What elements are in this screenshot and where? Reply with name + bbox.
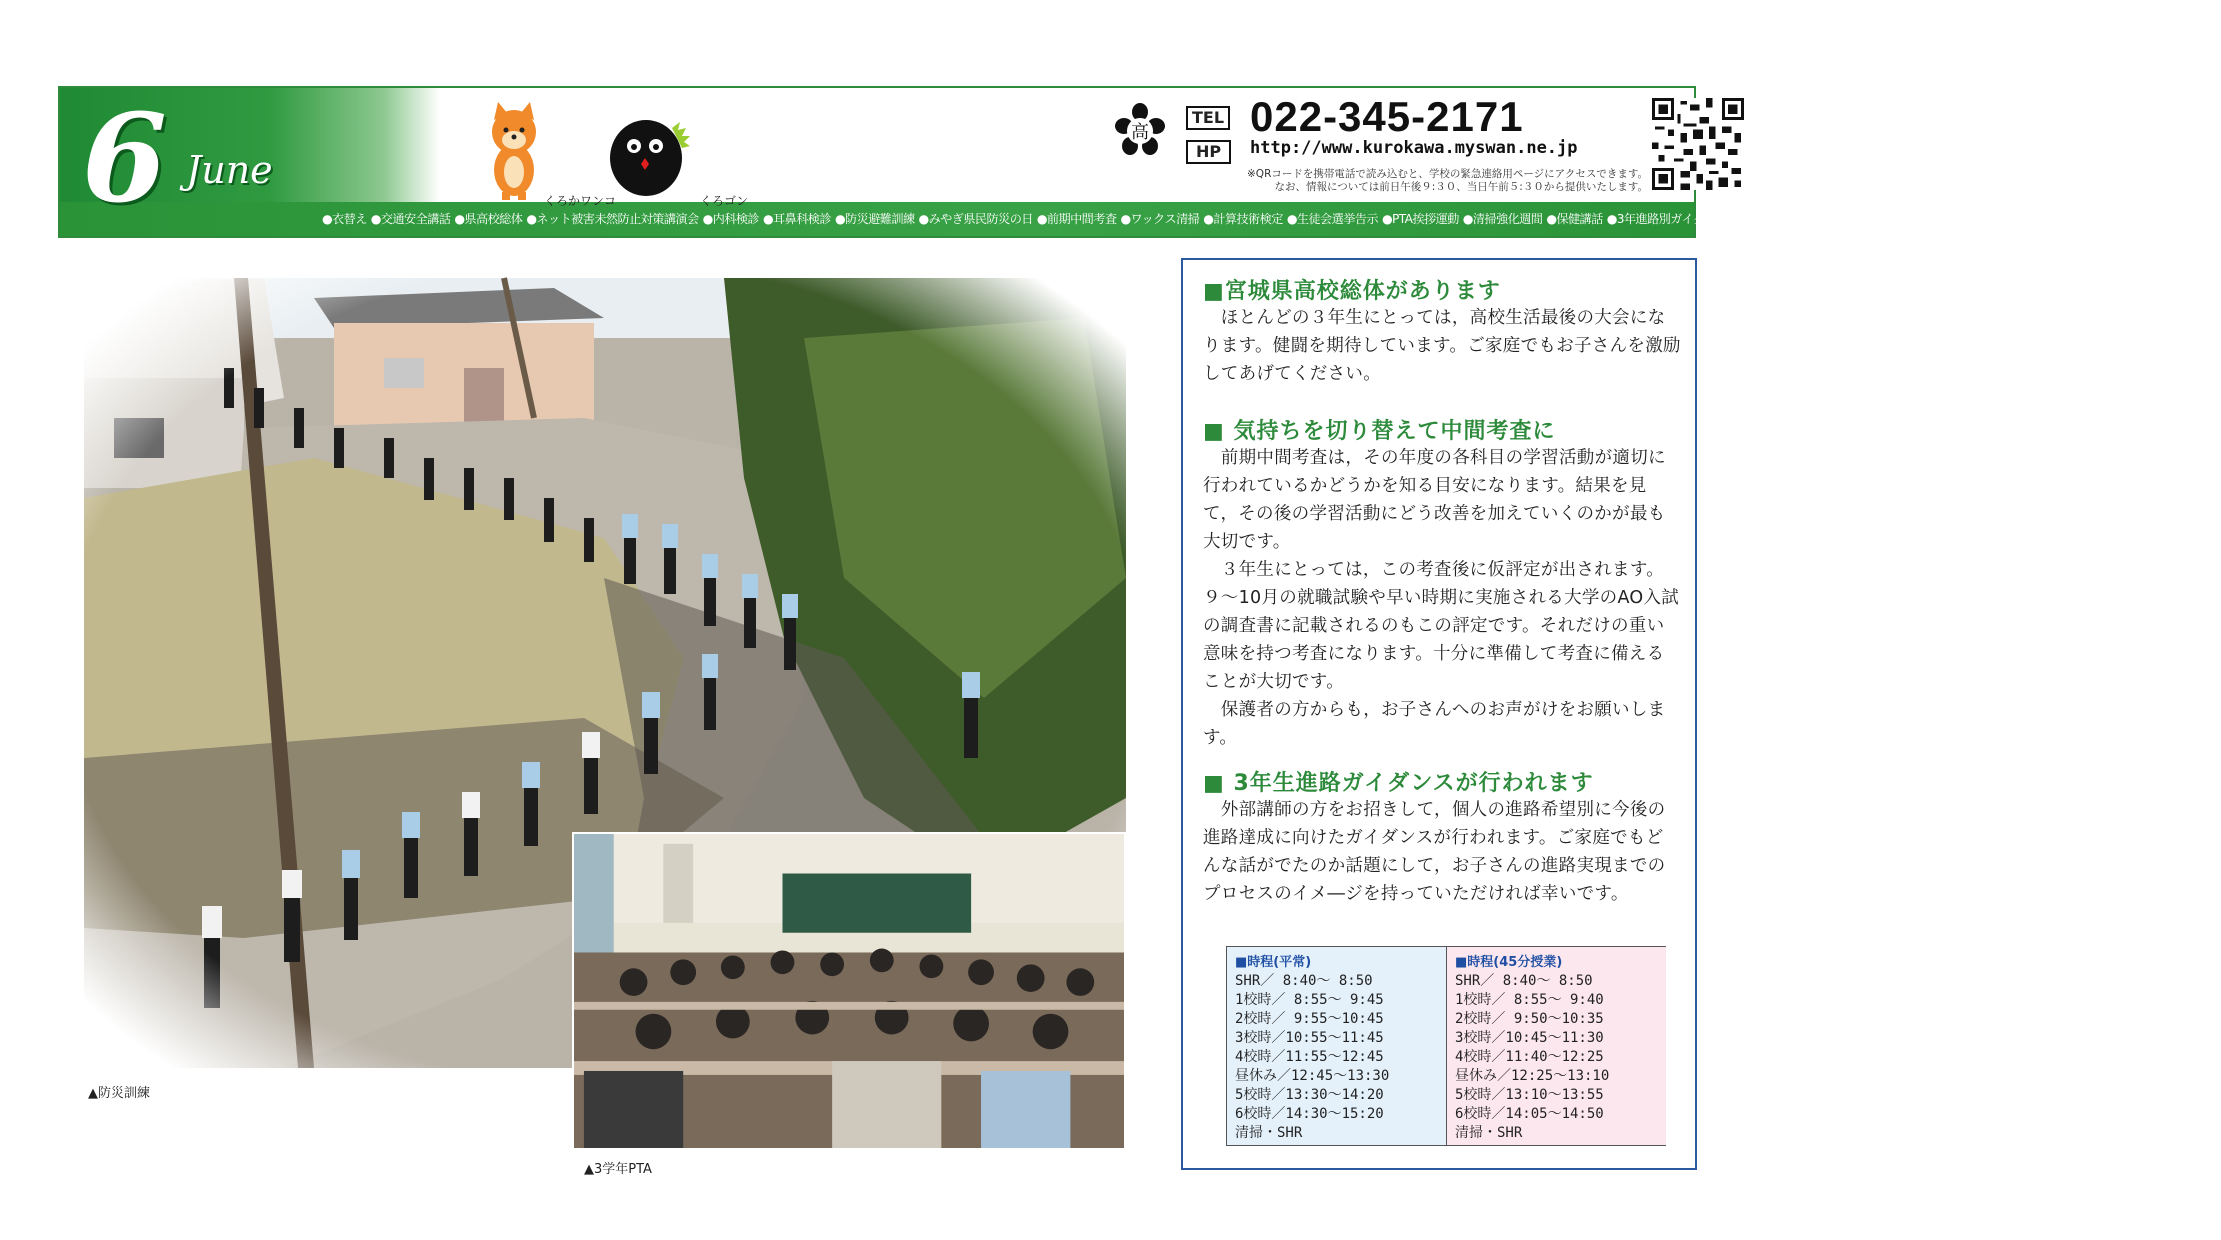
event-item: ●ワックス清掃 — [1120, 212, 1200, 226]
article-body-midterm-3: 保護者の方からも，お子さんへのお声がけをお願いします。 — [1203, 700, 1666, 748]
month-number: 6 — [82, 86, 167, 230]
event-item: ●計算技術検定 — [1203, 212, 1283, 226]
timetable-row: 昼休み／12:45～13:30 — [1235, 1068, 1390, 1084]
mascot-label-monster: くろゴン — [700, 194, 749, 208]
event-item: ●衣替え — [322, 212, 367, 226]
timetable-row: 1校時／ 8:55～ 9:40 — [1455, 992, 1604, 1008]
event-item: ●交通安全講話 — [370, 212, 451, 226]
event-item: ●保健講話 — [1546, 212, 1603, 226]
event-item: ●防災避難訓練 — [834, 212, 915, 226]
event-item: ●情報技術検定 — [1822, 212, 1902, 226]
timetable-row: 5校時／13:10～13:55 — [1455, 1087, 1604, 1103]
school-logo-icon — [1112, 102, 1168, 158]
mascot-label-dog: くろかワンコ — [544, 194, 617, 208]
timetable-row: 4校時／11:55～12:45 — [1235, 1049, 1384, 1065]
photo-caption-pta: ▲3学年PTA — [584, 1162, 652, 1177]
telephone-number: 022-345-2171 — [1250, 93, 1524, 140]
article-body-midterm-2: ３年生にとっては，この考査後に仮評定が出されます。９～10月の就職試験や早い時期に実施される大学のAO入試の調査書に記載されるのもこの評定です。それだけの重い意味を持つ考査になります。十分に準備して考査に備えることが大切です。 — [1203, 560, 1680, 692]
tel-label: TEL — [1186, 106, 1230, 130]
timetable-normal-title: ■時程(平常) — [1235, 955, 1312, 970]
timetable-row: 4校時／11:40～12:25 — [1455, 1049, 1604, 1065]
month-name: June — [186, 148, 273, 192]
event-list — [322, 206, 2218, 232]
timetable-row: 2校時／ 9:55～10:45 — [1235, 1011, 1384, 1027]
qr-notice: ※QRコードを携帯電話で読み込むと、学校の緊急連絡用ページにアクセスできます。 なお、情報については前日午後９:３０、当日午前５:３０から提供いたします。 — [1247, 168, 1648, 193]
hp-label: HP — [1186, 140, 1231, 164]
timetable-row: SHR／ 8:40～ 8:50 — [1455, 973, 1593, 989]
timetable-45min — [1447, 947, 1666, 1145]
article-heading-midterm: ■ 気持ちを切り替えて中間考査に — [1203, 419, 1556, 444]
event-item: ●3年進路別模試 — [1731, 212, 1819, 226]
event-item: ●前期中間考査 — [1036, 212, 1117, 226]
event-item: ●耳鼻科検診 — [763, 212, 831, 226]
event-item: ●業界ガイダンス — [1905, 212, 1997, 226]
event-item: ●3年進路別ガイダンス — [1606, 212, 1728, 226]
event-item: ●みやぎ県民防災の日 — [918, 212, 1033, 226]
timetable — [1226, 946, 1666, 1146]
pta-meeting-photo — [572, 832, 1126, 1150]
black-monster-mascot-icon — [602, 108, 694, 198]
homepage-url[interactable]: http://www.kurokawa.myswan.ne.jp — [1250, 138, 1578, 158]
timetable-row: 6校時／14:05～14:50 — [1455, 1106, 1604, 1122]
article-body-guidance: 外部講師の方をお招きして，個人の進路希望別に今後の進路達成に向けたガイダンスが行われます。ご家庭でもどんな話がでたのか話題にして，お子さんの進路実現までのプロセスのイメ―ジを持っていただければ幸いです。 — [1203, 800, 1666, 904]
timetable-row: 6校時／14:30～15:20 — [1235, 1106, 1384, 1122]
timetable-row: 1校時／ 8:55～ 9:45 — [1235, 992, 1384, 1008]
timetable-row: 5校時／13:30～14:20 — [1235, 1087, 1384, 1103]
event-item: ●ネット被害未然防止対策講演会 — [526, 212, 699, 226]
event-item: ●県高校総体 — [454, 212, 523, 226]
event-item: ●清掃強化週間 — [1462, 212, 1543, 226]
svg-text:高: 高 — [1131, 122, 1149, 143]
timetable-row: 昼休み／12:25～13:10 — [1455, 1068, 1610, 1084]
timetable-row: 3校時／10:45～11:30 — [1455, 1030, 1604, 1046]
timetable-45min-title: ■時程(45分授業) — [1455, 955, 1563, 970]
timetable-row: 2校時／ 9:50～10:35 — [1455, 1011, 1604, 1027]
event-item: ●PTA挨拶運動 — [1381, 212, 1459, 226]
event-item: ●生徒会選挙告示 — [1286, 212, 1378, 226]
event-item: ●授業公開週間 — [2137, 212, 2218, 226]
timetable-row: SHR／ 8:40～ 8:50 — [1235, 973, 1373, 989]
timetable-row: 清掃・SHR — [1235, 1125, 1303, 1141]
event-item: ●3学年就職希望予備調査 — [2000, 212, 2134, 226]
event-item: ●内科検診 — [702, 212, 759, 226]
article-heading-guidance: ■ 3年生進路ガイダンスが行われます — [1203, 771, 1594, 796]
timetable-row: 3校時／10:55～11:45 — [1235, 1030, 1384, 1046]
dog-mascot-icon — [478, 100, 550, 200]
photo-caption-drill: ▲防災訓練 — [88, 1086, 150, 1101]
article-body-sports-meet: ほとんどの３年生にとっては，高校生活最後の大会になります。健闘を期待しています。ご家庭でもお子さんを激励してあげてください。 — [1203, 308, 1681, 384]
qr-code-icon[interactable] — [1652, 98, 1744, 190]
article-body-midterm: 前期中間考査は，その年度の各科目の学習活動が適切に行われているかどうかを知る目安になります。結果を見て，その後の学習活動にどう改善を加えていくのかが最も大切です。 — [1203, 448, 1666, 552]
article-heading-sports-meet: ■宮城県高校総体があります — [1203, 279, 1501, 304]
header-banner — [58, 86, 2218, 238]
timetable-normal — [1227, 947, 1447, 1145]
timetable-row: 清掃・SHR — [1455, 1125, 1523, 1141]
